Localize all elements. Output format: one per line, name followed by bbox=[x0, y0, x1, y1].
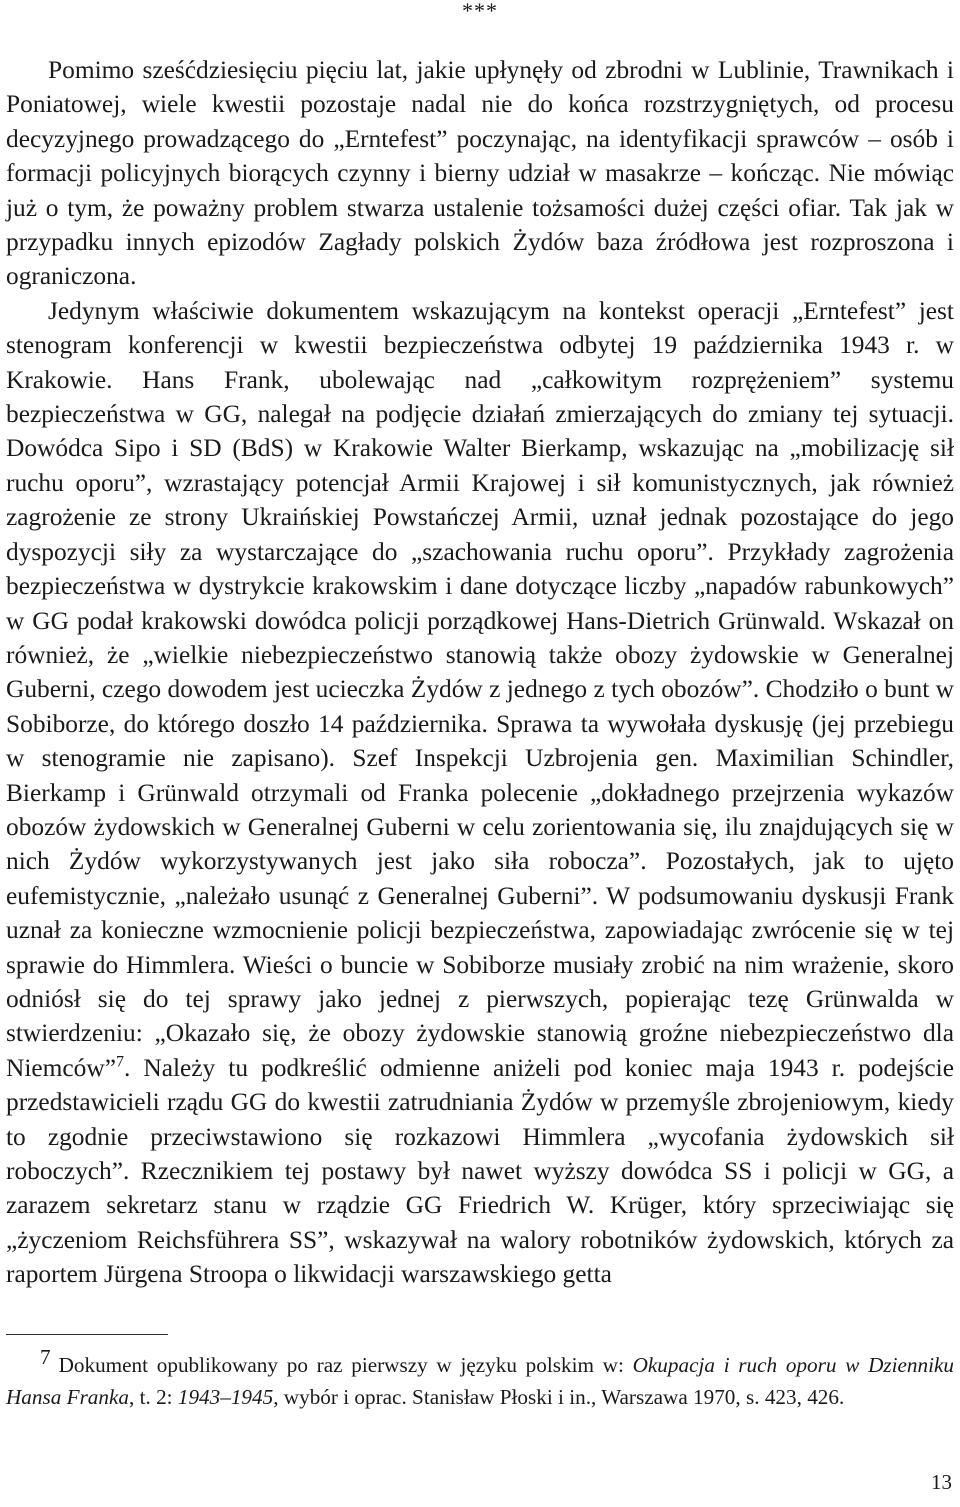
paragraph-1: Pomimo sześćdziesięciu pięciu lat, jakie upłynęły od zbrodni w Lublinie, Trawnikach i Poniatowej, wiele kwestii pozostaje nadal nie do końca rozstrzygniętych, od procesu decyzyjnego prowadzącego do „Erntefest” poczynając, na identyfikacji sprawców – osób i formacji policyjnych biorących czynny i bierny udział w masakrze – kończąc. Nie mówiąc już o tym, że poważny problem stwarza ustalenie tożsamości dużej części ofiar. Tak jak w przypadku innych epizodów Zagłady polskich Żydów baza źródłowa jest rozproszona i ograniczona. bbox=[6, 56, 954, 291]
paragraph-2-text-b: . Należy tu podkreślić odmienne aniżeli pod koniec maja 1943 r. podejście przedstawicieli rządu GG do kwestii zatrudniania Żydów w przemyśle zbrojeniowym, kiedy to zgodnie przeciwstawiono się rozkazowi Himmlera „wycofania żydowskich sił roboczych”. Rzecznikiem tej postawy był nawet wyższy dowódca SS i policji w GG, a zarazem sekretarz stanu w rządzie GG Friedrich W. Krüger, który sprzeciwiając się „życzeniom Reichsführera SS”, wskazywał na walory robotników żydowskich, których za raportem Jürgena Stroopa o likwidacji warszawskiego getta bbox=[6, 1053, 954, 1289]
paragraph-2-text-a: Jedynym właściwie dokumentem wskazującym na kontekst operacji „Erntefest” jest stenogram konferencji w kwestii bezpieczeństwa odbytej 19 października 1943 r. w Krakowie. Hans Frank, ubolewając nad „całkowitym rozprężeniem” systemu bezpieczeństwa w GG, nalegał na podjęcie działań zmierzających do zmiany tej sytuacji. Dowódca Sipo i SD (BdS) w Krakowie Walter Bierkamp, wskazując na „mobilizację sił ruchu oporu”, wzrastający potencjał Armii Krajowej i sił komunistycznych, jak również zagrożenie ze strony Ukraińskiej Powstańczej Armii, uznał jednak pozostające do jego dyspozycji siły za wystarczające do „szachowania ruchu oporu”. Przykłady zagrożenia bezpieczeństwa w dystrykcie krakowskim i dane dotyczące liczby „napadów rabunkowych” w GG podał krakowski dowódca policji porządkowej Hans-Dietrich Grünwald. Wskazał on również, że „wielkie niebezpieczeństwo stanowią także obozy żydowskie w Generalnej Guberni, czego dowodem jest ucieczka Żydów z jednego z tych obozów”. Chodziło o bunt w Sobiborze, do którego doszło 14 października. Sprawa ta wywołała dyskusję (jej przebiegu w stenogramie nie zapisano). Szef Inspekcji Uzbrojenia gen. Maximilian Schindler, Bierkamp i Grünwald otrzymali od Franka polecenie „dokładnego przejrzenia wykazów obozów żydowskich w Generalnej Guberni w celu zorientowania się, ilu znajdujących się w nich Żydów wykorzystywanych jest jako siła robocza”. Pozostałych, jak to ujęto eufemistycznie, „należało usunąć z Generalnej Guberni”. W podsumowaniu dyskusji Frank uznał za konieczne wzmocnienie policji bezpieczeństwa, zapowiadając zwrócenie się w tej sprawie do Himmlera. Wieści o buncie w Sobiborze musiały zrobić na nim wrażenie, skoro odniósł się do tej sprawy jako jednej z pierwszych, popierając tezę Grünwalda w stwierdzeniu: „Okazało się, że obozy żydowskie stanowią groźne niebezpieczeństwo dla Niemców” bbox=[6, 296, 954, 1082]
footnote-text-a: Dokument opublikowany po raz pierwszy w języku polskim w: bbox=[58, 1353, 633, 1377]
footnote bbox=[6, 1344, 954, 1413]
section-break-ornament: *** bbox=[462, 0, 498, 23]
footnote-reference[interactable]: 7 bbox=[115, 1053, 124, 1071]
main-text bbox=[6, 53, 954, 1292]
footnote-number: 7 bbox=[40, 1344, 51, 1369]
footnote-separator bbox=[6, 1334, 168, 1335]
footnote-text-c: , wybór i oprac. Stanisław Płoski i in., Warszawa 1970, s. 423, 426. bbox=[273, 1385, 845, 1409]
paragraph-2 bbox=[6, 294, 954, 1292]
footnote-7 bbox=[6, 1344, 954, 1413]
footnote-volume-title: 1943–1945 bbox=[177, 1385, 274, 1409]
page-number: 13 bbox=[931, 1470, 952, 1494]
footnote-source-title: Okupacja i ruch oporu w Dzienniku Hansa Franka bbox=[6, 1353, 954, 1409]
footnote-text-b: , t. 2: bbox=[129, 1385, 178, 1409]
